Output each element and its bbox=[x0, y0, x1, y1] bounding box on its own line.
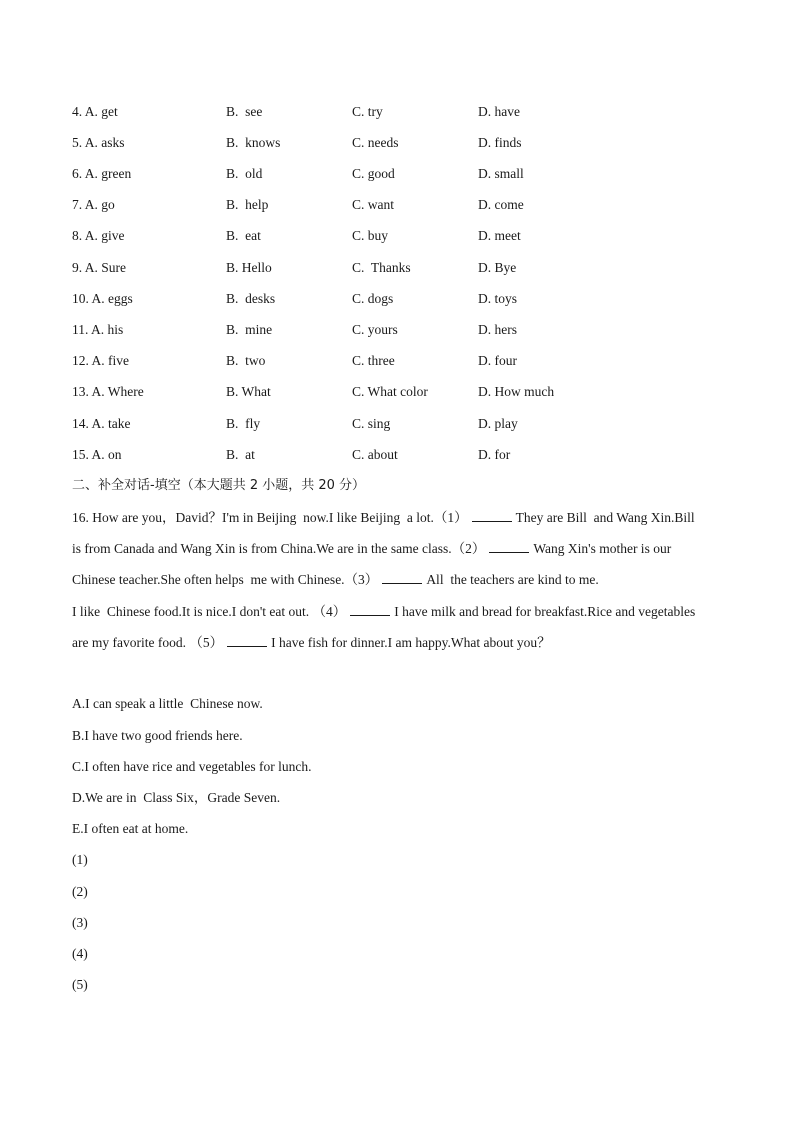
option-d: D. toys bbox=[478, 291, 518, 306]
passage-text: is from Canada and Wang Xin is from China.We are in the same class.（2） bbox=[72, 541, 486, 556]
option-b: B. Hello bbox=[226, 260, 272, 275]
passage-text: I have milk and bread for breakfast.Rice and vegetables bbox=[394, 604, 696, 619]
passage-line bbox=[72, 633, 551, 653]
option-b: B. old bbox=[226, 166, 263, 181]
option-d: D. have bbox=[478, 104, 520, 119]
answer-label: (4) bbox=[72, 946, 88, 961]
question-row bbox=[0, 382, 794, 402]
question-row bbox=[0, 414, 794, 434]
option-d: D. four bbox=[478, 353, 517, 368]
option-c: C. try bbox=[352, 104, 383, 119]
option-c: C. sing bbox=[352, 416, 391, 431]
question-row bbox=[0, 102, 794, 122]
option-c: C. three bbox=[352, 353, 395, 368]
option-d: D. hers bbox=[478, 322, 517, 337]
question-row bbox=[0, 351, 794, 371]
option-c: C. buy bbox=[352, 228, 389, 243]
answer-blank[interactable] bbox=[350, 603, 390, 616]
choice-item: C.I often have rice and vegetables for lunch. bbox=[72, 759, 312, 774]
option-b: B. knows bbox=[226, 135, 281, 150]
question-row bbox=[0, 320, 794, 340]
option-b: B. fly bbox=[226, 416, 261, 431]
option-c: C. about bbox=[352, 447, 398, 462]
option-c: C. What color bbox=[352, 384, 428, 399]
option-d: D. small bbox=[478, 166, 524, 181]
option-d: D. Bye bbox=[478, 260, 517, 275]
passage-text: Chinese teacher.She often helps me with Chinese.（3） bbox=[72, 572, 379, 587]
answer-label: (3) bbox=[72, 915, 88, 930]
option-c: C. yours bbox=[352, 322, 398, 337]
question-row bbox=[0, 195, 794, 215]
passage-text: I have fish for dinner.I am happy.What about you？ bbox=[271, 635, 551, 650]
passage-text: All the teachers are kind to me. bbox=[426, 572, 599, 587]
passage-line bbox=[72, 508, 695, 528]
question-row bbox=[0, 258, 794, 278]
passage-line bbox=[72, 570, 599, 590]
answer-blank[interactable] bbox=[472, 509, 512, 522]
option-c: C. good bbox=[352, 166, 395, 181]
passage-text: I like Chinese food.It is nice.I don't eat out. （4） bbox=[72, 604, 347, 619]
choice-item: D.We are in Class Six，Grade Seven. bbox=[72, 790, 281, 805]
passage-text: 16. How are you，David？I'm in Beijing now.I like Beijing a lot.（1） bbox=[72, 510, 468, 525]
option-b: B. eat bbox=[226, 228, 261, 243]
option-d: D. finds bbox=[478, 135, 522, 150]
option-a: 5. A. asks bbox=[72, 135, 125, 150]
choice-item: E.I often eat at home. bbox=[72, 821, 189, 836]
option-a: 8. A. give bbox=[72, 228, 125, 243]
passage-line bbox=[72, 539, 671, 559]
question-row bbox=[0, 133, 794, 153]
option-d: D. meet bbox=[478, 228, 521, 243]
section-heading: 二、补全对话-填空（本大题共 2 小题，共 20 分） bbox=[72, 478, 366, 493]
option-b: B. at bbox=[226, 447, 255, 462]
answer-label: (2) bbox=[72, 884, 88, 899]
option-b: B. help bbox=[226, 197, 269, 212]
option-a: 11. A. his bbox=[72, 322, 124, 337]
option-a: 4. A. get bbox=[72, 104, 118, 119]
passage-text: They are Bill and Wang Xin.Bill bbox=[515, 510, 695, 525]
option-c: C. want bbox=[352, 197, 394, 212]
passage-text: are my favorite food. （5） bbox=[72, 635, 224, 650]
passage-line bbox=[72, 602, 695, 622]
answer-label: (5) bbox=[72, 977, 88, 992]
answer-label: (1) bbox=[72, 852, 88, 867]
option-b: B. see bbox=[226, 104, 263, 119]
option-a: 13. A. Where bbox=[72, 384, 144, 399]
option-a: 6. A. green bbox=[72, 166, 132, 181]
option-b: B. two bbox=[226, 353, 266, 368]
option-a: 15. A. on bbox=[72, 447, 122, 462]
passage-text: Wang Xin's mother is our bbox=[533, 541, 672, 556]
answer-blank[interactable] bbox=[227, 634, 267, 647]
option-a: 14. A. take bbox=[72, 416, 131, 431]
option-a: 12. A. five bbox=[72, 353, 129, 368]
option-b: B. desks bbox=[226, 291, 276, 306]
option-d: D. How much bbox=[478, 384, 555, 399]
option-c: C. needs bbox=[352, 135, 399, 150]
question-row bbox=[0, 226, 794, 246]
question-row bbox=[0, 445, 794, 465]
option-c: C. Thanks bbox=[352, 260, 411, 275]
question-row bbox=[0, 289, 794, 309]
answer-blank[interactable] bbox=[382, 571, 422, 584]
option-d: D. come bbox=[478, 197, 524, 212]
option-b: B. mine bbox=[226, 322, 273, 337]
question-row bbox=[0, 164, 794, 184]
option-d: D. for bbox=[478, 447, 511, 462]
option-a: 9. A. Sure bbox=[72, 260, 126, 275]
option-c: C. dogs bbox=[352, 291, 394, 306]
choice-item: B.I have two good friends here. bbox=[72, 728, 243, 743]
option-a: 7. A. go bbox=[72, 197, 115, 212]
option-b: B. What bbox=[226, 384, 271, 399]
option-d: D. play bbox=[478, 416, 518, 431]
answer-blank[interactable] bbox=[489, 540, 529, 553]
option-a: 10. A. eggs bbox=[72, 291, 133, 306]
choice-item: A.I can speak a little Chinese now. bbox=[72, 696, 263, 711]
